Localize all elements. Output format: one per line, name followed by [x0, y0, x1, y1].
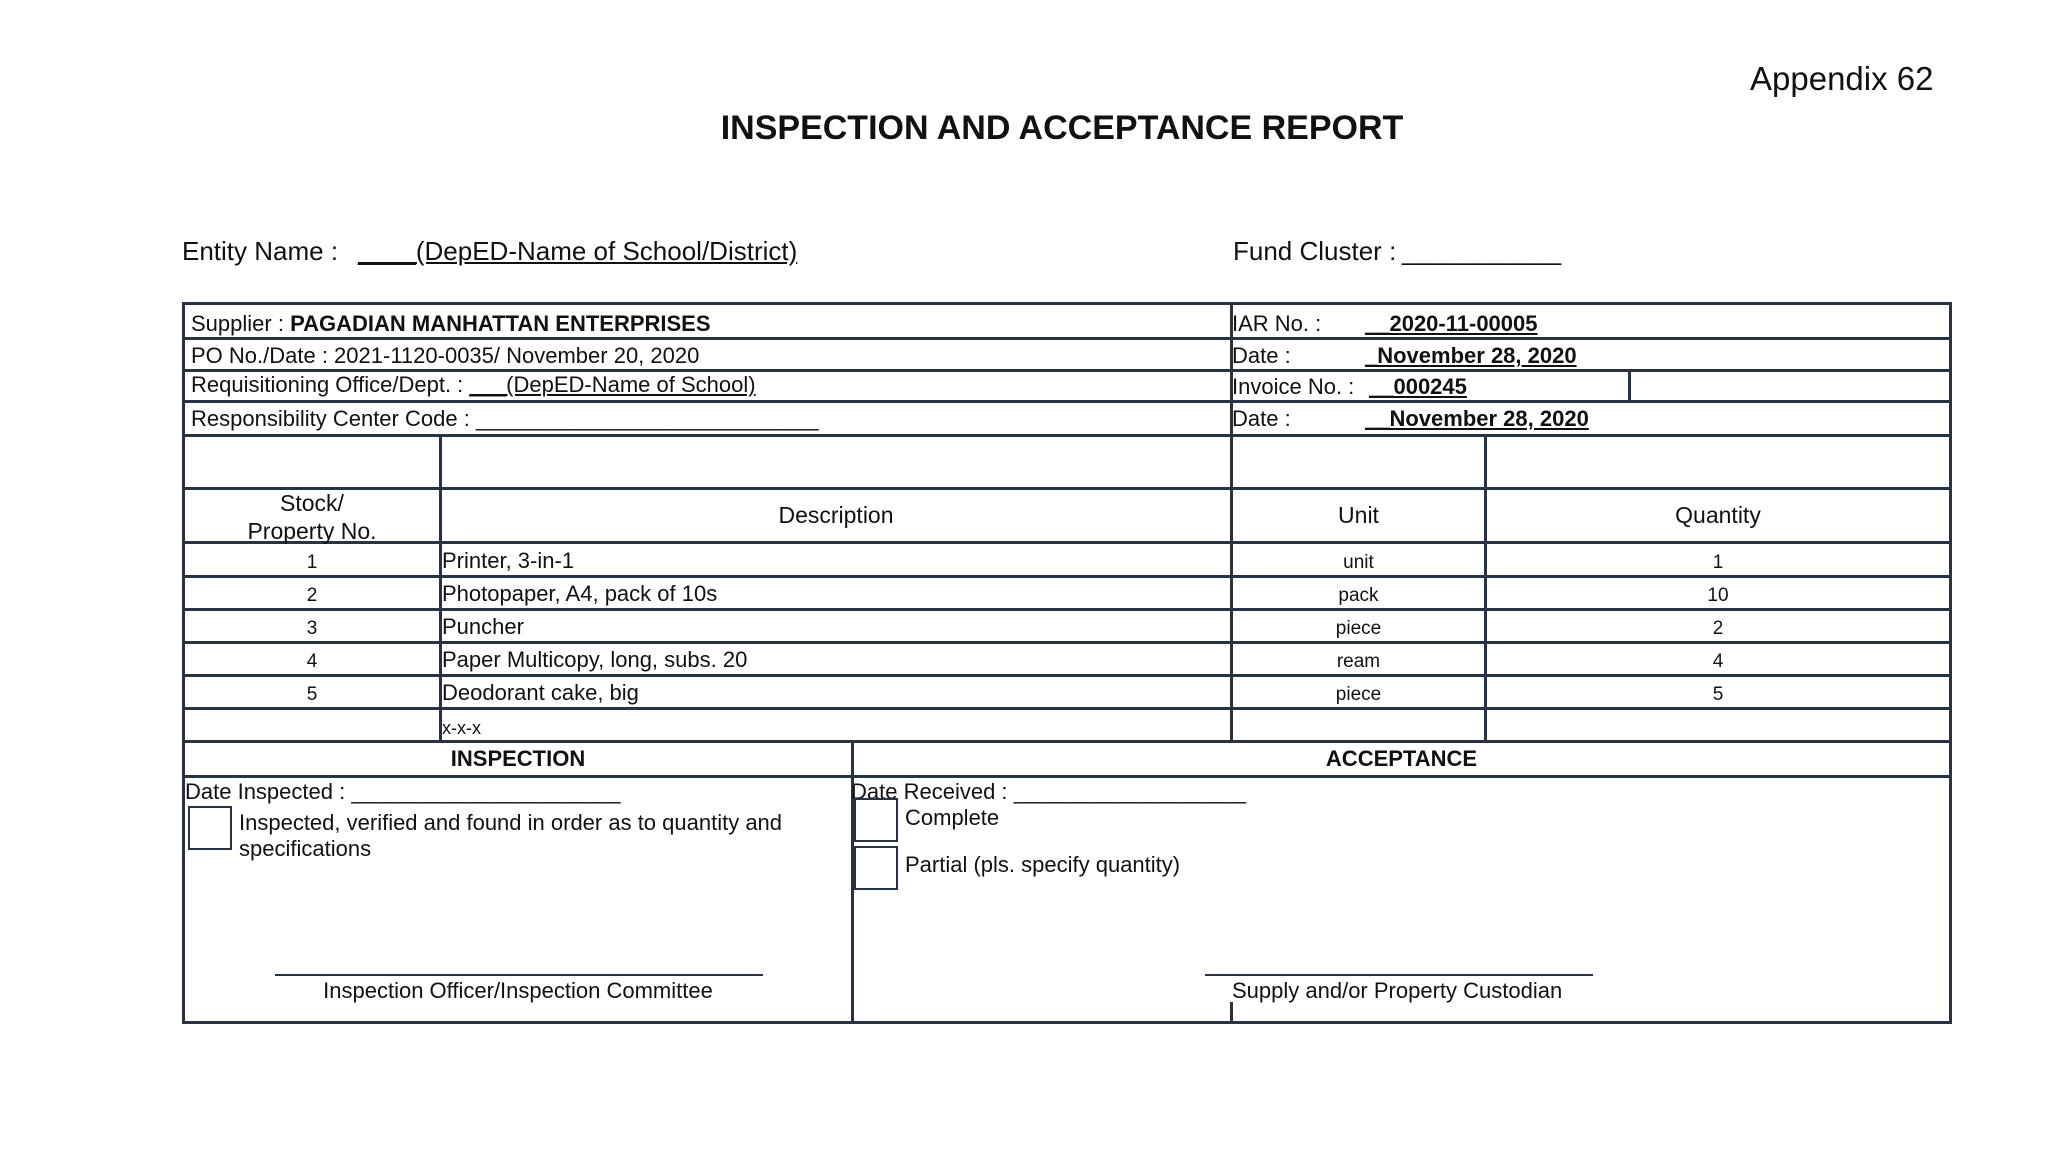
table-row-2-quantity: 10 [1707, 585, 1729, 606]
requisitioning-label: Requisitioning Office/Dept. : [191, 372, 464, 397]
invoice-date-label: Date : [1232, 406, 1291, 431]
inspected-text-line-1: Inspected, verified and found in order as to quantity and [239, 810, 783, 835]
date-value: _November 28, 2020 [1365, 343, 1577, 368]
report-title: INSPECTION AND ACCEPTANCE REPORT [720, 109, 1404, 147]
table-row-5-description: Deodorant cake, big [442, 680, 639, 705]
table-row-2-stock: 2 [306, 585, 318, 606]
table-row-4-description: Paper Multicopy, long, subs. 20 [442, 647, 748, 672]
supplier-label: Supplier : [191, 311, 284, 336]
fund-cluster-label: Fund Cluster : [1233, 236, 1397, 266]
table-row-2-description: Photopaper, A4, pack of 10s [442, 581, 718, 606]
table-row-5-stock: 5 [306, 684, 318, 705]
table-row-4-unit: ream [1336, 651, 1381, 672]
supplier-field [191, 311, 711, 337]
table-row-1-description: Printer, 3-in-1 [442, 548, 575, 573]
table-row-3-description: Puncher [442, 614, 524, 639]
responsibility-center-field: Responsibility Center Code : ____________________________ [191, 406, 819, 431]
invoice-no-value: __000245 [1369, 374, 1467, 399]
invoice-date-value: __November 28, 2020 [1365, 406, 1589, 431]
header-quantity: Quantity [1675, 502, 1761, 528]
inspected-checkbox[interactable] [188, 806, 232, 850]
acceptance-heading: ACCEPTANCE [1325, 746, 1478, 771]
table-row-4-quantity: 4 [1712, 651, 1724, 672]
partial-checkbox[interactable] [854, 846, 898, 890]
complete-label: Complete [905, 805, 1000, 830]
iar-form [182, 302, 1952, 1024]
table-row-5-quantity: 5 [1712, 684, 1724, 705]
date-label: Date : [1232, 343, 1291, 368]
date-received-field: Date Received : ___________________ [851, 779, 1247, 804]
fund-cluster-value: ___________ [1402, 236, 1562, 266]
partial-label: Partial (pls. specify quantity) [905, 852, 1181, 877]
date-inspected-field: Date Inspected : ______________________ [185, 779, 621, 804]
complete-checkbox[interactable] [854, 798, 898, 842]
inspection-signatory: Inspection Officer/Inspection Committee [323, 978, 713, 1003]
iar-no-label: IAR No. : [1232, 311, 1322, 336]
inspection-heading: INSPECTION [450, 746, 586, 771]
iar-no-value: __2020-11-00005 [1365, 311, 1538, 336]
table-row-1-stock: 1 [306, 552, 318, 573]
requisitioning-field [191, 372, 756, 398]
header-unit: Unit [1338, 502, 1379, 528]
header-description: Description [778, 502, 894, 528]
table-row-3-unit: piece [1335, 618, 1382, 639]
inspected-text-line-2: specifications [239, 836, 372, 861]
acceptance-signatory: Supply and/or Property Custodian [1232, 978, 1563, 1003]
end-marker: x-x-x [442, 718, 481, 738]
table-row-1-unit: unit [1343, 552, 1374, 573]
invoice-no-label: Invoice No. : [1232, 374, 1355, 399]
acceptance-signature-line [1205, 974, 1593, 976]
table-row-1-quantity: 1 [1712, 552, 1724, 573]
table-row-3-quantity: 2 [1712, 618, 1724, 639]
entity-name-label: Entity Name : [182, 236, 339, 266]
header-stock-property-no: Stock/ Property No. [247, 490, 377, 544]
appendix-label: Appendix 62 [1750, 60, 1934, 97]
supplier-value: PAGADIAN MANHATTAN ENTERPRISES [290, 311, 711, 336]
entity-name-value: ____(DepED-Name of School/District) [358, 236, 798, 266]
inspection-signature-line [275, 974, 763, 976]
table-row-3-stock: 3 [306, 618, 318, 639]
po-field: PO No./Date : 2021-1120-0035/ November 20, 2020 [191, 343, 700, 368]
table-row-2-unit: pack [1338, 585, 1379, 606]
table-row-4-stock: 4 [306, 651, 318, 672]
table-row-5-unit: piece [1335, 684, 1382, 705]
requisitioning-value: ___(DepED-Name of School) [469, 372, 756, 397]
